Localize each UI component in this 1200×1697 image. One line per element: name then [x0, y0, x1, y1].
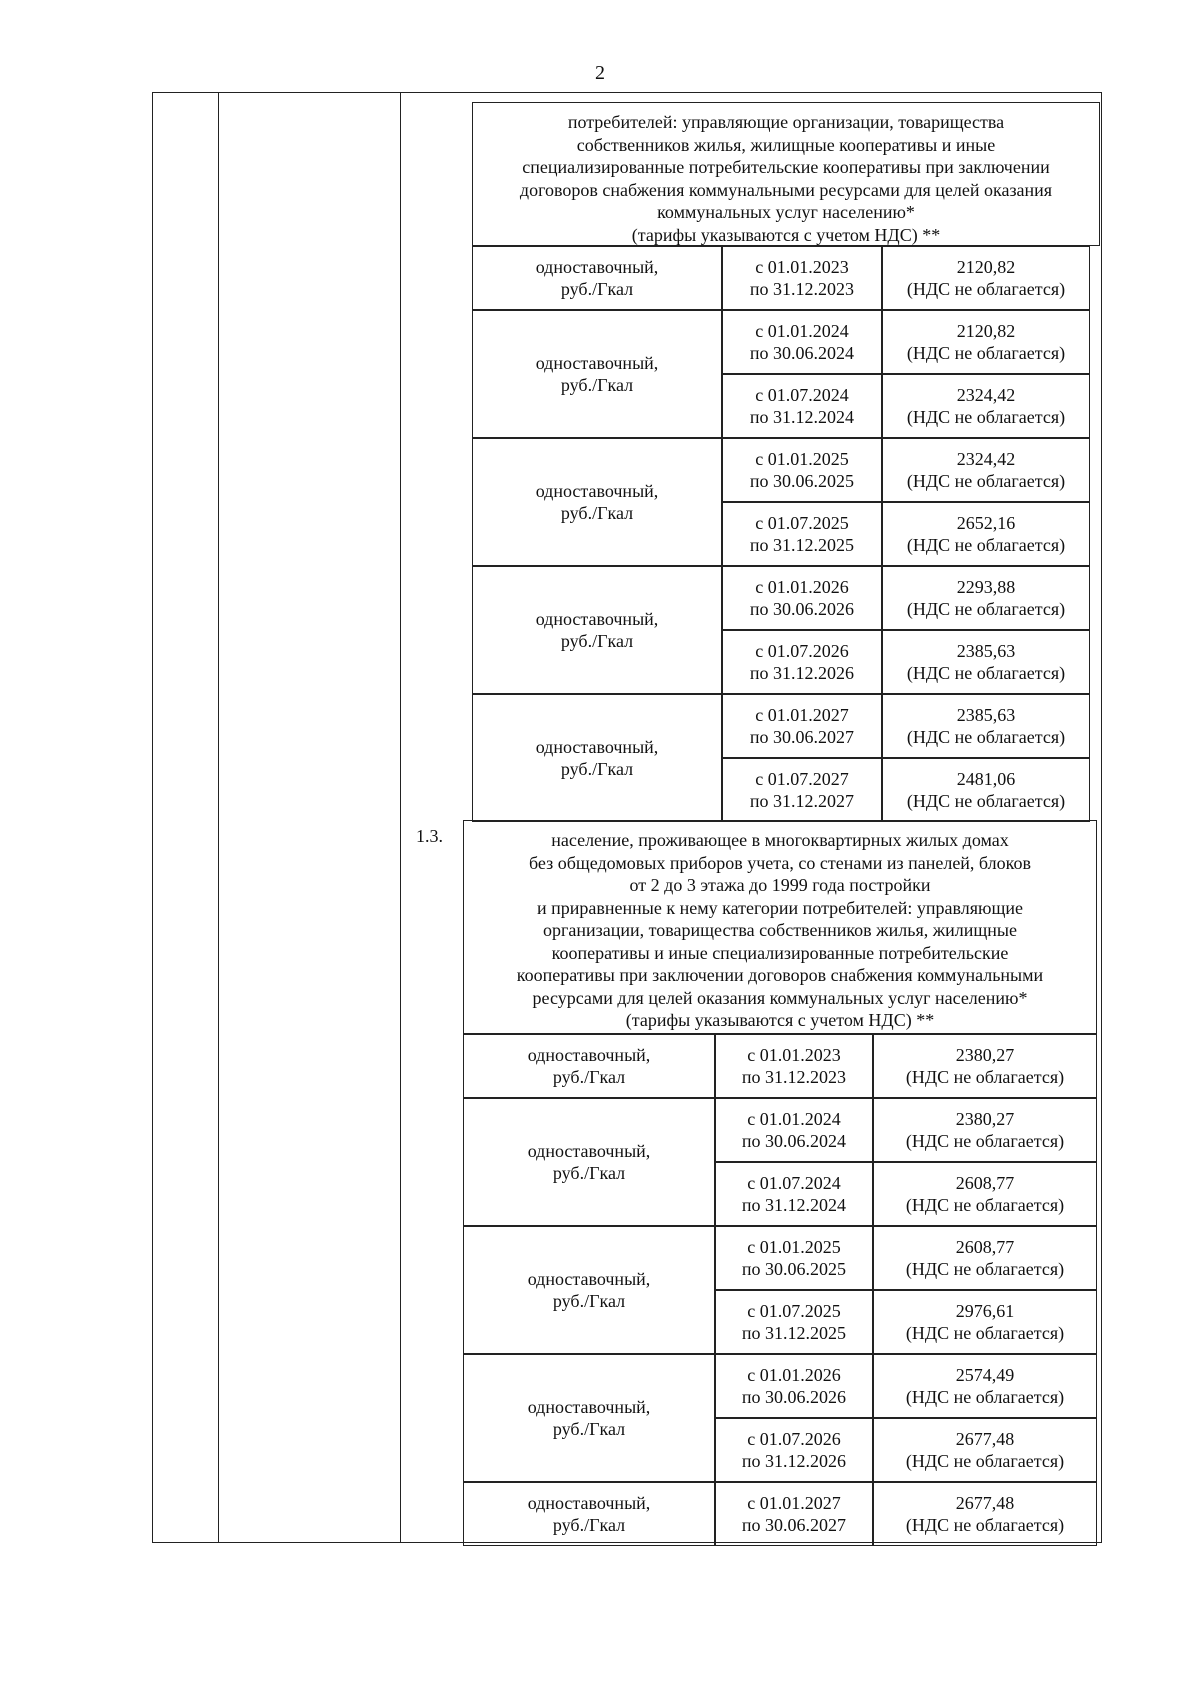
period-cell-text: по 31.12.2026 [741, 1451, 847, 1471]
period-cell-text: по 31.12.2027 [749, 791, 855, 811]
tariff-type-cell [463, 1034, 715, 1098]
period-cell-text: по 31.12.2024 [749, 407, 855, 427]
tariff-value-cell-text: (НДС не облагается) [905, 1323, 1065, 1343]
tariff-value-cell-text: (НДС не облагается) [906, 599, 1066, 619]
tariff-value-cell-text: (НДС не облагается) [905, 1451, 1065, 1471]
tariff-type-cell-text: одноставочный, [535, 353, 659, 373]
tariff-value-cell-text: (НДС не облагается) [905, 1515, 1065, 1535]
section-description-line: (тарифы указываются с учетом НДС) ** [625, 1010, 935, 1030]
tariff-value-cell [873, 1418, 1097, 1482]
section-description-line: коммунальных услуг населению* [657, 202, 915, 222]
tariff-value-cell-text: 2324,42 [956, 449, 1016, 469]
table-column-divider [400, 92, 401, 1542]
tariff-value-cell-text: 2120,82 [956, 321, 1016, 341]
section-1-3-header [463, 820, 1097, 1034]
table-top-border [152, 92, 1102, 93]
section-description [464, 821, 1096, 1032]
tariff-type-cell-text: одноставочный, [527, 1141, 651, 1161]
tariff-value-cell-text: 2324,42 [956, 385, 1016, 405]
period-cell-text: по 31.12.2025 [741, 1323, 847, 1343]
tariff-value-cell [873, 1098, 1097, 1162]
period-cell [722, 758, 882, 822]
tariff-type-cell-text: одноставочный, [535, 481, 659, 501]
table-left-border [152, 92, 153, 1542]
section-description-line: кооперативы и иные специализированные потребительские [551, 942, 1009, 963]
tariff-value-cell [882, 758, 1090, 822]
tariff-type-cell-text: одноставочный, [535, 257, 659, 277]
period-cell-text: с 01.01.2025 [755, 449, 849, 469]
tariff-value-cell-text: 2652,16 [956, 513, 1016, 533]
period-cell-text: с 01.07.2024 [747, 1173, 841, 1193]
tariff-type-cell-text: руб./Гкал [560, 759, 634, 779]
tariff-value-cell-text: 2574,49 [955, 1365, 1015, 1385]
tariff-value-cell-text: (НДС не облагается) [906, 407, 1066, 427]
tariff-type-cell-text: одноставочный, [527, 1493, 651, 1513]
tariff-type-cell [472, 438, 722, 566]
section-description-line: население, проживающее в многоквартирных жилых домах [551, 830, 1009, 850]
tariff-value-cell-text: (НДС не облагается) [906, 791, 1066, 811]
period-cell-text: с 01.07.2025 [755, 513, 849, 533]
tariff-value-cell-text: 2976,61 [955, 1301, 1015, 1321]
period-cell-text: с 01.07.2027 [755, 769, 849, 789]
tariff-value-cell [882, 566, 1090, 630]
period-cell-text: с 01.01.2023 [755, 257, 849, 277]
tariff-value-cell [882, 374, 1090, 438]
period-cell-text: по 30.06.2026 [749, 599, 855, 619]
tariff-value-cell-text: (НДС не облагается) [905, 1387, 1065, 1407]
section-description-line: от 2 до 3 этажа до 1999 года постройки [629, 875, 931, 895]
tariff-type-cell-text: одноставочный, [527, 1045, 651, 1065]
tariff-type-cell-text: руб./Гкал [552, 1419, 626, 1439]
tariff-type-cell-text: руб./Гкал [560, 375, 634, 395]
tariff-value-cell-text: (НДС не облагается) [906, 663, 1066, 683]
tariff-type-cell-text: руб./Гкал [552, 1515, 626, 1535]
tariff-type-cell-text: руб./Гкал [560, 279, 634, 299]
period-cell [715, 1226, 873, 1290]
table-column-divider [218, 92, 219, 1542]
period-cell [715, 1482, 873, 1546]
period-cell-text: с 01.01.2024 [747, 1109, 841, 1129]
period-cell [715, 1034, 873, 1098]
tariff-type-cell-text: одноставочный, [527, 1397, 651, 1417]
tariff-value-cell [873, 1482, 1097, 1546]
tariff-value-cell-text: 2385,63 [956, 641, 1016, 661]
period-cell [722, 374, 882, 438]
period-cell-text: по 30.06.2024 [741, 1131, 847, 1151]
section-continued-header [472, 102, 1100, 246]
period-cell [715, 1098, 873, 1162]
tariff-type-cell-text: руб./Гкал [552, 1291, 626, 1311]
tariff-value-cell-text: 2120,82 [956, 257, 1016, 277]
section-description-line: (тарифы указываются с учетом НДС) ** [631, 224, 941, 245]
period-cell [722, 438, 882, 502]
tariff-type-cell [472, 310, 722, 438]
period-cell [722, 310, 882, 374]
period-cell-text: с 01.07.2026 [747, 1429, 841, 1449]
period-cell-text: с 01.01.2023 [747, 1045, 841, 1065]
period-cell-text: с 01.01.2026 [747, 1365, 841, 1385]
section-description-line: специализированные потребительские кооперативы при заключении [522, 157, 1050, 177]
tariff-type-cell-text: одноставочный, [535, 609, 659, 629]
tariff-value-cell-text: (НДС не облагается) [906, 471, 1066, 491]
period-cell [715, 1418, 873, 1482]
tariff-value-cell [873, 1290, 1097, 1354]
period-cell [722, 246, 882, 310]
item-number: 1.3. [416, 826, 443, 846]
tariff-type-cell [463, 1098, 715, 1226]
tariff-value-cell-text: 2380,27 [955, 1045, 1015, 1065]
page-number: 2 [595, 62, 605, 84]
period-cell-text: по 31.12.2023 [749, 279, 855, 299]
tariff-value-cell-text: (НДС не облагается) [905, 1067, 1065, 1087]
period-cell-text: по 30.06.2027 [749, 727, 855, 747]
period-cell-text: по 31.12.2025 [749, 535, 855, 555]
table-right-border [1101, 92, 1102, 1542]
tariff-type-cell-text: руб./Гкал [560, 631, 634, 651]
period-cell-text: с 01.01.2027 [747, 1493, 841, 1513]
period-cell [715, 1290, 873, 1354]
tariff-value-cell [873, 1034, 1097, 1098]
tariff-value-cell-text: 2677,48 [955, 1429, 1015, 1449]
tariff-value-cell [882, 630, 1090, 694]
period-cell [722, 566, 882, 630]
period-cell-text: по 30.06.2024 [749, 343, 855, 363]
period-cell [715, 1354, 873, 1418]
tariff-value-cell-text: 2293,88 [956, 577, 1016, 597]
tariff-value-cell-text: (НДС не облагается) [905, 1195, 1065, 1215]
tariff-type-cell [472, 566, 722, 694]
period-cell [715, 1162, 873, 1226]
tariff-value-cell-text: (НДС не облагается) [906, 279, 1066, 299]
tariff-value-cell-text: 2385,63 [956, 705, 1016, 725]
tariff-type-cell-text: руб./Гкал [552, 1067, 626, 1087]
section-description-line: организации, товарищества собственников жилья, жилищные [543, 920, 1017, 940]
tariff-type-cell-text: одноставочный, [527, 1269, 651, 1289]
section-description-line: договоров снабжения коммунальными ресурсами для целей оказания [519, 179, 1053, 200]
tariff-value-cell-text: (НДС не облагается) [905, 1131, 1065, 1151]
tariff-value-cell [873, 1226, 1097, 1290]
tariff-value-cell-text: 2677,48 [955, 1493, 1015, 1513]
tariff-value-cell [882, 246, 1090, 310]
period-cell-text: по 30.06.2025 [741, 1259, 847, 1279]
tariff-value-cell [882, 310, 1090, 374]
tariff-value-cell-text: (НДС не облагается) [906, 727, 1066, 747]
section-description [473, 103, 1099, 246]
period-cell-text: с 01.01.2026 [755, 577, 849, 597]
period-cell-text: с 01.07.2025 [747, 1301, 841, 1321]
section-description-line: кооперативы при заключении договоров снабжения коммунальными [516, 965, 1044, 985]
tariff-type-cell-text: одноставочный, [535, 737, 659, 757]
period-cell-text: по 31.12.2026 [749, 663, 855, 683]
period-cell-text: по 30.06.2027 [741, 1515, 847, 1535]
section-description-line: и приравненные к нему категории потребителей: управляющие [537, 897, 1023, 918]
tariff-type-cell [472, 246, 722, 310]
period-cell-text: по 30.06.2025 [749, 471, 855, 491]
period-cell [722, 630, 882, 694]
tariff-value-cell-text: (НДС не облагается) [905, 1259, 1065, 1279]
tariff-value-cell [882, 438, 1090, 502]
tariff-value-cell [873, 1354, 1097, 1418]
tariff-value-cell-text: 2608,77 [955, 1173, 1015, 1193]
tariff-type-cell [472, 694, 722, 822]
tariff-type-cell-text: руб./Гкал [552, 1163, 626, 1183]
period-cell [722, 502, 882, 566]
period-cell-text: с 01.07.2026 [755, 641, 849, 661]
tariff-value-cell-text: (НДС не облагается) [906, 535, 1066, 555]
period-cell [722, 694, 882, 758]
tariff-value-cell-text: 2608,77 [955, 1237, 1015, 1257]
period-cell-text: с 01.01.2024 [755, 321, 849, 341]
tariff-value-cell [873, 1162, 1097, 1226]
tariff-value-cell [882, 694, 1090, 758]
tariff-type-cell-text: руб./Гкал [560, 503, 634, 523]
period-cell-text: по 30.06.2026 [741, 1387, 847, 1407]
tariff-type-cell [463, 1354, 715, 1482]
section-description-line: потребителей: управляющие организации, товарищества [567, 112, 1005, 132]
section-description-line: ресурсами для целей оказания коммунальных услуг населению* [532, 987, 1028, 1008]
period-cell-text: с 01.01.2025 [747, 1237, 841, 1257]
period-cell-text: с 01.01.2027 [755, 705, 849, 725]
section-description-line: собственников жилья, жилищные кооперативы и иные [576, 134, 996, 155]
tariff-value-cell-text: 2380,27 [955, 1109, 1015, 1129]
period-cell-text: с 01.07.2024 [755, 385, 849, 405]
tariff-type-cell [463, 1482, 715, 1546]
tariff-value-cell-text: (НДС не облагается) [906, 343, 1066, 363]
tariff-type-cell [463, 1226, 715, 1354]
period-cell-text: по 31.12.2024 [741, 1195, 847, 1215]
tariff-value-cell-text: 2481,06 [956, 769, 1016, 789]
section-description-line: без общедомовых приборов учета, со стенами из панелей, блоков [529, 852, 1031, 873]
tariff-value-cell [882, 502, 1090, 566]
period-cell-text: по 31.12.2023 [741, 1067, 847, 1087]
